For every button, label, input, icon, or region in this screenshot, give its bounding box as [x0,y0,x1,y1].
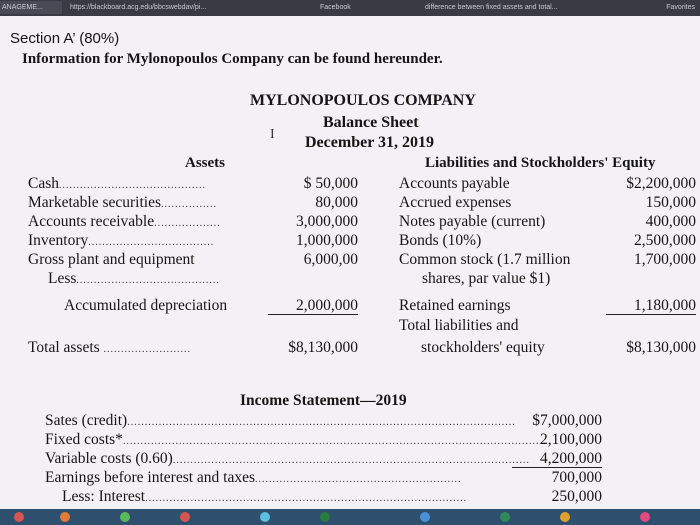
asset-value: 2,000,000 [268,298,358,315]
assets-header: Assets [185,155,225,171]
liability-label: Total liabilities and [399,317,519,334]
liability-value: 1,180,000 [606,298,696,315]
asset-value: 80,000 [315,194,358,211]
income-row-value: 4,200,000 [512,451,602,468]
dock-app-icon[interactable] [260,512,270,522]
liability-total-value: $8,130,000 [626,339,696,356]
dock-app-icon[interactable] [560,512,570,522]
favorites-tab[interactable]: Favorites [666,4,695,11]
asset-total-value: $8,130,000 [288,339,358,356]
company-name: MYLONOPOULOS COMPANY [250,92,476,109]
income-row-value: 2,100,000 [540,431,602,448]
section-title: Section A’ (80%) [10,30,120,47]
asset-label: Cash.......................................... [28,175,206,192]
liability-value: 1,700,000 [634,251,696,268]
browser-tab[interactable]: ANAGEME... [0,1,62,14]
balance-sheet-title: Balance Sheet [323,114,419,131]
asset-value: 6,000,00 [303,251,358,268]
taskbar [0,509,700,525]
asset-label: Accounts receivable................... [28,213,221,230]
dock-app-icon[interactable] [500,512,510,522]
asset-label: Less......................................... [48,270,220,287]
liability-label: Common stock (1.7 million [399,251,571,268]
income-row-value: 250,000 [551,488,602,505]
liabilities-header: Liabilities and Stockholders' Equity [425,155,656,171]
liability-label: Notes payable (current) [399,213,546,230]
asset-value: 3,000,000 [296,213,358,230]
income-row-label: Earnings before interest and taxes........................................................... [45,469,462,486]
browser-tab-active-url[interactable]: https://blackboard.acg.edu/bbcswebdav/pi... [70,4,207,11]
asset-label: Accumulated depreciation [64,297,228,314]
text-cursor-icon: I [270,127,275,142]
asset-total-label: Total assets ......................... [28,339,192,356]
liability-label: Retained earnings [399,297,511,314]
liability-label: Accrued expenses [399,194,512,211]
browser-tab-bar [0,0,700,16]
asset-value: 1,000,000 [296,232,358,249]
income-row-value: $7,000,000 [532,412,602,429]
dock-app-icon[interactable] [180,512,190,522]
dock-app-icon[interactable] [120,512,130,522]
liability-label: Bonds (10%) [399,232,482,249]
income-row-label: Sates (credit)............................................................................................................... [45,412,516,429]
balance-sheet-date: December 31, 2019 [305,134,434,151]
asset-label: Gross plant and equipment [28,251,195,268]
asset-label: Inventory.................................... [28,232,215,249]
income-row-label: Variable costs (0.60)...................................................................................................... [45,450,530,467]
income-row-label: Less: Interest............................................................................................ [62,488,468,505]
income-row-value: 700,000 [551,469,602,486]
liability-value: $2,200,000 [626,175,696,192]
liability-value: 150,000 [645,194,696,211]
income-row-label: Fixed costs*......................................................................................................................... [45,431,547,448]
dock-app-icon[interactable] [640,512,650,522]
dock-app-icon[interactable] [320,512,330,522]
dock-app-icon[interactable] [420,512,430,522]
liability-label: Accounts payable [399,175,510,192]
income-statement-title: Income Statement—2019 [240,392,407,409]
liability-total-label: stockholders' equity [421,339,545,356]
asset-label: Marketable securities................ [28,194,217,211]
browser-tab[interactable]: difference between fixed assets and total... [425,4,558,11]
browser-tab[interactable]: Facebook [320,4,351,11]
asset-value: $ 50,000 [303,175,358,192]
intro-text: Information for Mylonopoulos Company can be found hereunder. [22,51,443,67]
dock-app-icon[interactable] [14,512,24,522]
liability-value: 2,500,000 [634,232,696,249]
liability-value: 400,000 [645,213,696,230]
liability-label: shares, par value $1) [422,270,551,287]
dock-app-icon[interactable] [60,512,70,522]
